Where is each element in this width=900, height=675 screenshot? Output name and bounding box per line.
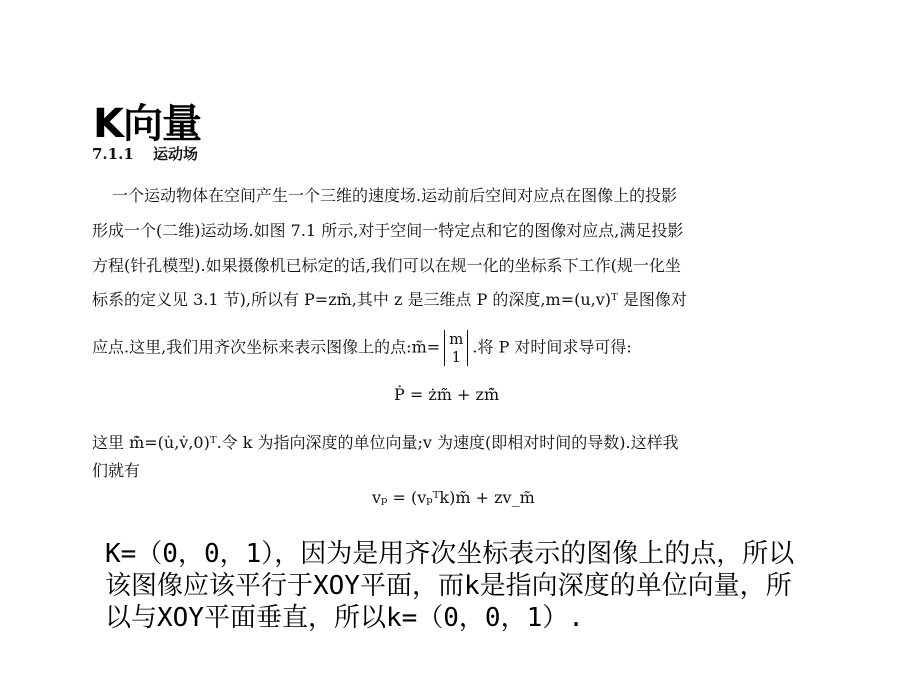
explanation-note: K=（0，0，1），因为是用齐次坐标表示的图像上的点，所以该图像应该平行于XOY平面，而k是指向深度的单位向量，所以与XOY平面垂直，所以k=（0，0，1）. [105,539,795,633]
equation-velocity: vₚ = (vₚᵀk)m̃ + zv_m̃ [372,488,535,507]
matrix-entry: 1 [451,348,462,366]
matrix-line-before: 应点.这里,我们用齐次坐标来表示图像上的点:m̃= [92,337,441,357]
matrix-line-after: .将 P 对时间求导可得: [472,337,632,357]
paragraph-line-with-matrix [92,330,632,366]
section-heading [92,143,198,164]
column-vector [444,330,468,366]
section-title: 运动场 [153,145,199,163]
section-number: 7.1.1 [92,145,134,163]
paragraph-line: 们就有 [92,461,141,480]
paragraph-line: 形成一个(二维)运动场.如图 7.1 所示,对于空间一特定点和它的图像对应点,满足投影 [92,221,684,240]
paragraph-line: 标系的定义见 3.1 节),所以有 P=zm̃,其中 z 是三维点 P 的深度,m=(u,v)ᵀ 是图像对 [92,290,687,309]
paragraph-line: 这里 m̃̇=(u̇,v̇,0)ᵀ.令 k 为指向深度的单位向量;v 为速度(即相对时间的导数).这样我 [92,433,679,452]
paragraph-line: 一个运动物体在空间产生一个三维的速度场.运动前后空间对应点在图像上的投影 [112,186,678,205]
slide-title: K向量 [93,101,201,147]
matrix-entry: m [449,330,464,348]
paragraph-line: 方程(针孔模型).如果摄像机已标定的话,我们可以在规一化的坐标系下工作(规一化坐 [92,256,681,275]
scanned-textbook-excerpt [92,140,832,520]
equation-derivative: Ṗ = żm̃ + zm̃̇ [394,385,500,404]
